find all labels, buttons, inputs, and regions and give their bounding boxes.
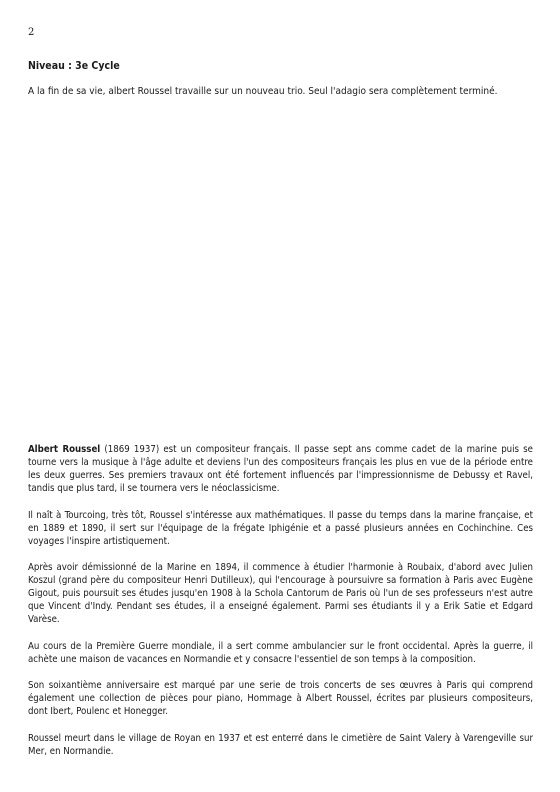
level-heading: Niveau : 3e Cycle [28,60,120,72]
bio-paragraph-6: Roussel meurt dans le village de Royan en 1937 et est enterré dans le cimetière de Saint Valery à Varengeville sur Mer, en Normandie. [28,732,533,757]
biography [28,443,533,772]
bio-paragraph-2: Il naît à Tourcoing, très tôt, Roussel s'intéresse aux mathématiques. Il passe du temps dans la marine française, et en 1889 et 1890, il sert sur l'équipage de la frégate Iphigénie et a passé plusieurs années en Cochinchine. Ces voyages l'inspire artistiquement. [28,509,533,547]
bio-paragraph-4: Au cours de la Première Guerre mondiale, il a sert comme ambulancier sur le front occidental. Après la guerre, il achète une maison de vacances en Normandie et y consacre l'essentiel de son temps à la composition. [28,640,533,665]
bio-paragraph-5: Son soixantième anniversaire est marqué par une serie de trois concerts de ses œuvres à Paris qui comprend également une collection de pièces pour piano, Hommage à Albert Roussel, écrites par plusieurs compositeurs, dont Ibert, Poulenc et Honegger. [28,680,533,718]
bio-paragraph-1 [28,443,533,495]
intro-text: A la fin de sa vie, albert Roussel travaille sur un nouveau trio. Seul l'adagio sera complètement terminé. [28,86,498,97]
bio-paragraph-1-text: (1869 1937) est un compositeur français. Il passe sept ans comme cadet de la marine puis se tourne vers la musique à l'âge adulte et deviens l'un des compositeurs français les plus en vue de la période entre les deux guerres. Ses premiers travaux ont été fortement influencés par l'impressionnisme de Debussy et Ravel, tandis que plus tard, il se tournera vers le néoclassicisme. [28,444,533,494]
composer-name: Albert Roussel [28,444,101,455]
page-number: 2 [28,27,35,38]
bio-paragraph-3: Après avoir démissionné de la Marine en 1894, il commence à étudier l'harmonie à Roubaix, d'abord avec Julien Koszul (grand père du compositeur Henri Dutilleux), qui l'encourage à poursuivre sa formation à Paris avec Eugène Gigout, puis poursuit ses études jusqu'en 1908 à la Schola Cantorum de Paris où l'un de ses professeurs n'est autre que Vincent d'Indy. Pendant ses études, il a enseigné également. Parmi ses étudiants il y a Erik Satie et Edgard Varèse. [28,562,533,626]
